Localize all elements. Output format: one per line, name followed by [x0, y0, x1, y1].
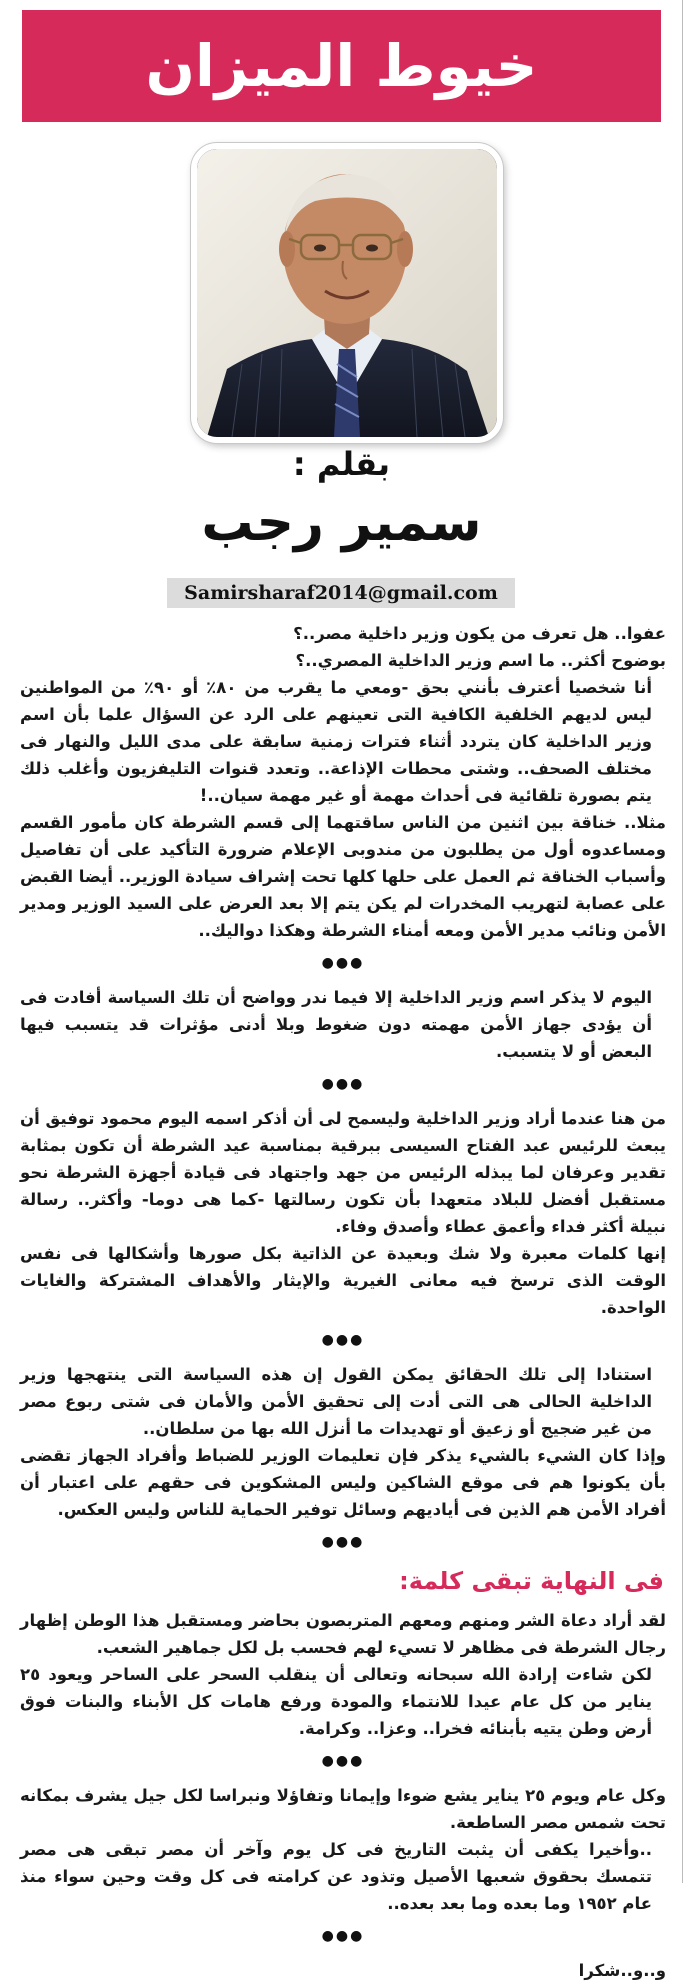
author-photo	[191, 143, 503, 443]
section-separator: ●●●	[321, 1534, 365, 1550]
intro-line-1: عفوا.. هل تعرف من يكون وزير داخلية مصر..؟	[293, 624, 666, 643]
column-title: خيوط الميزان	[145, 32, 538, 100]
author-name: سمير رجب	[201, 493, 482, 553]
paragraph: وإذا كان الشيء بالشيء يذكر فإن تعليمات الوزير للضباط وأفراد الجهاز تقضى بأن يكونوا هم فى موقع الشاكين وليس المشكوين فى حقهم على اعتبار أن أفراد الأمن هم الذين فى أياديهم وسائل توفير الحماية للناس وليس العكس.	[20, 1446, 666, 1519]
section-separator: ●●●	[321, 1332, 365, 1348]
paragraph: ..وأخيرا يكفى أن يثبت التاريخ فى كل يوم وآخر أن مصر تبقى هى مصر تتمسك بحقوق شعبها الأصيل وتذود عن كرامته فى كل وقت وحين سواء منذ عام ١٩٥٢ وما بعده وما بعد بعده..	[20, 1840, 652, 1913]
paragraph: مثلا.. خناقة بين اثنين من الناس ساقتهما إلى قسم الشرطة كان مأمور القسم ومساعدوه أول من يطلبون من مندوبى الإعلام ضرورة التأكيد على أن تفاصيل وأسباب الخناقة ثم العمل على حلها كلها تحت إشراف سيادة الوزير.. أيضا القبض على عصابة لتهريب المخدرات لم يكن يتم إلا بعد العرض على السيد الوزير ومدير الأمن ونائب مدير الأمن ومعه أمناء الشرطة وهكذا دواليك..	[20, 813, 666, 940]
paragraph: اليوم لا يذكر اسم وزير الداخلية إلا فيما ندر وواضح أن تلك السياسة أفادت فى أن يؤدى جهاز الأمن مهمته دون ضغوط وبلا أدنى مؤثرات قد يتسبب فيها البعض أو لا يتسبب.	[20, 988, 652, 1061]
closing-subheading: فى النهاية تبقى كلمة:	[399, 1567, 664, 1595]
section-separator: ●●●	[321, 1928, 365, 1944]
byline-label: بقلم :	[292, 445, 391, 483]
paragraph: لكن شاءت إرادة الله سبحانه وتعالى أن ينقلب السحر على الساحر ويعود ٢٥ يناير من كل عام عيدا للانتماء والمودة ورفع هامات كل الأبناء والبنات فوق أرض وطن يتيه بأبنائه فخرا.. وعزا.. وكرامة.	[20, 1665, 652, 1738]
column-header-banner	[22, 10, 661, 122]
paragraph: لقد أراد دعاة الشر ومنهم ومعهم المتربصون بحاضر ومستقبل هذا الوطن إظهار رجال الشرطة فى مظاهر لا تسيء لهم فحسب بل لكل جماهير الشعب.	[20, 1611, 666, 1657]
paragraph: وكل عام ويوم ٢٥ يناير يشع ضوءا وإيمانا وتفاؤلا ونبراسا لكل جيل يشرف بمكانه تحت شمس مصر الساطعة.	[20, 1786, 666, 1832]
section-separator: ●●●	[321, 955, 365, 971]
intro-line-2: بوضوح أكثر.. ما اسم وزير الداخلية المصري..؟	[295, 651, 666, 670]
paragraph: إنها كلمات معبرة ولا شك وبعيدة عن الذاتية بكل صورها وأشكالها فى نفس الوقت الذى ترسخ فيه معانى الغيرية والإيثار والأهداف المشتركة والغايات الواحدة.	[20, 1244, 666, 1317]
paragraph: من هنا عندما أراد وزير الداخلية وليسمح لى أن أذكر اسمه اليوم محمود توفيق أن يبعث للرئيس عبد الفتاح السيسى ببرقية بمناسبة عيد الشرطة أن تكون بمثابة تقدير وعرفان لما يبذله الرئيس من جهد واجتهاد فى قيادة أجهزة الشرطة نحو مستقبل أفضل للبلاد متعهدا بأن تكون رسالتها -كما هى دوما- وأكثر.. رسالة نبيلة أكثر فداء وأعمق عطاء وأصدق وفاء.	[20, 1109, 666, 1236]
paragraph: أنا شخصيا أعترف بأنني بحق -ومعي ما يقرب من ٨٠٪ أو ٩٠٪ من المواطنين ليس لديهم الخلفية الكافية التى تعينهم على الرد عن السؤال علما بأن اسم وزير الداخلية كان يتردد أثناء فترات زمنية سابقة على مدى الليل والنهار فى مختلف الصحف.. وشتى محطات الإذاعة.. وتعدد قنوات التليفزيون وأغلب ذلك يتم بصورة تلقائية فى أحداث مهمة أو غير مهمة سيان..!	[20, 678, 652, 805]
section-separator: ●●●	[321, 1753, 365, 1769]
author-email[interactable]: Samirsharaf2014@gmail.com	[167, 578, 515, 608]
closing-signoff: و..و..شكرا	[578, 1961, 666, 1980]
author-portrait-image	[197, 149, 497, 437]
paragraph: استنادا إلى تلك الحقائق يمكن القول إن هذه السياسة التى ينتهجها وزير الداخلية الحالى هى التى أدت إلى تحقيق الأمن والأمان فى شتى ربوع مصر من غير ضجيج أو زعيق أو تهديدات ما أنزل الله بها من سلطان..	[20, 1365, 652, 1438]
section-separator: ●●●	[321, 1076, 365, 1092]
article-body	[20, 620, 666, 1984]
